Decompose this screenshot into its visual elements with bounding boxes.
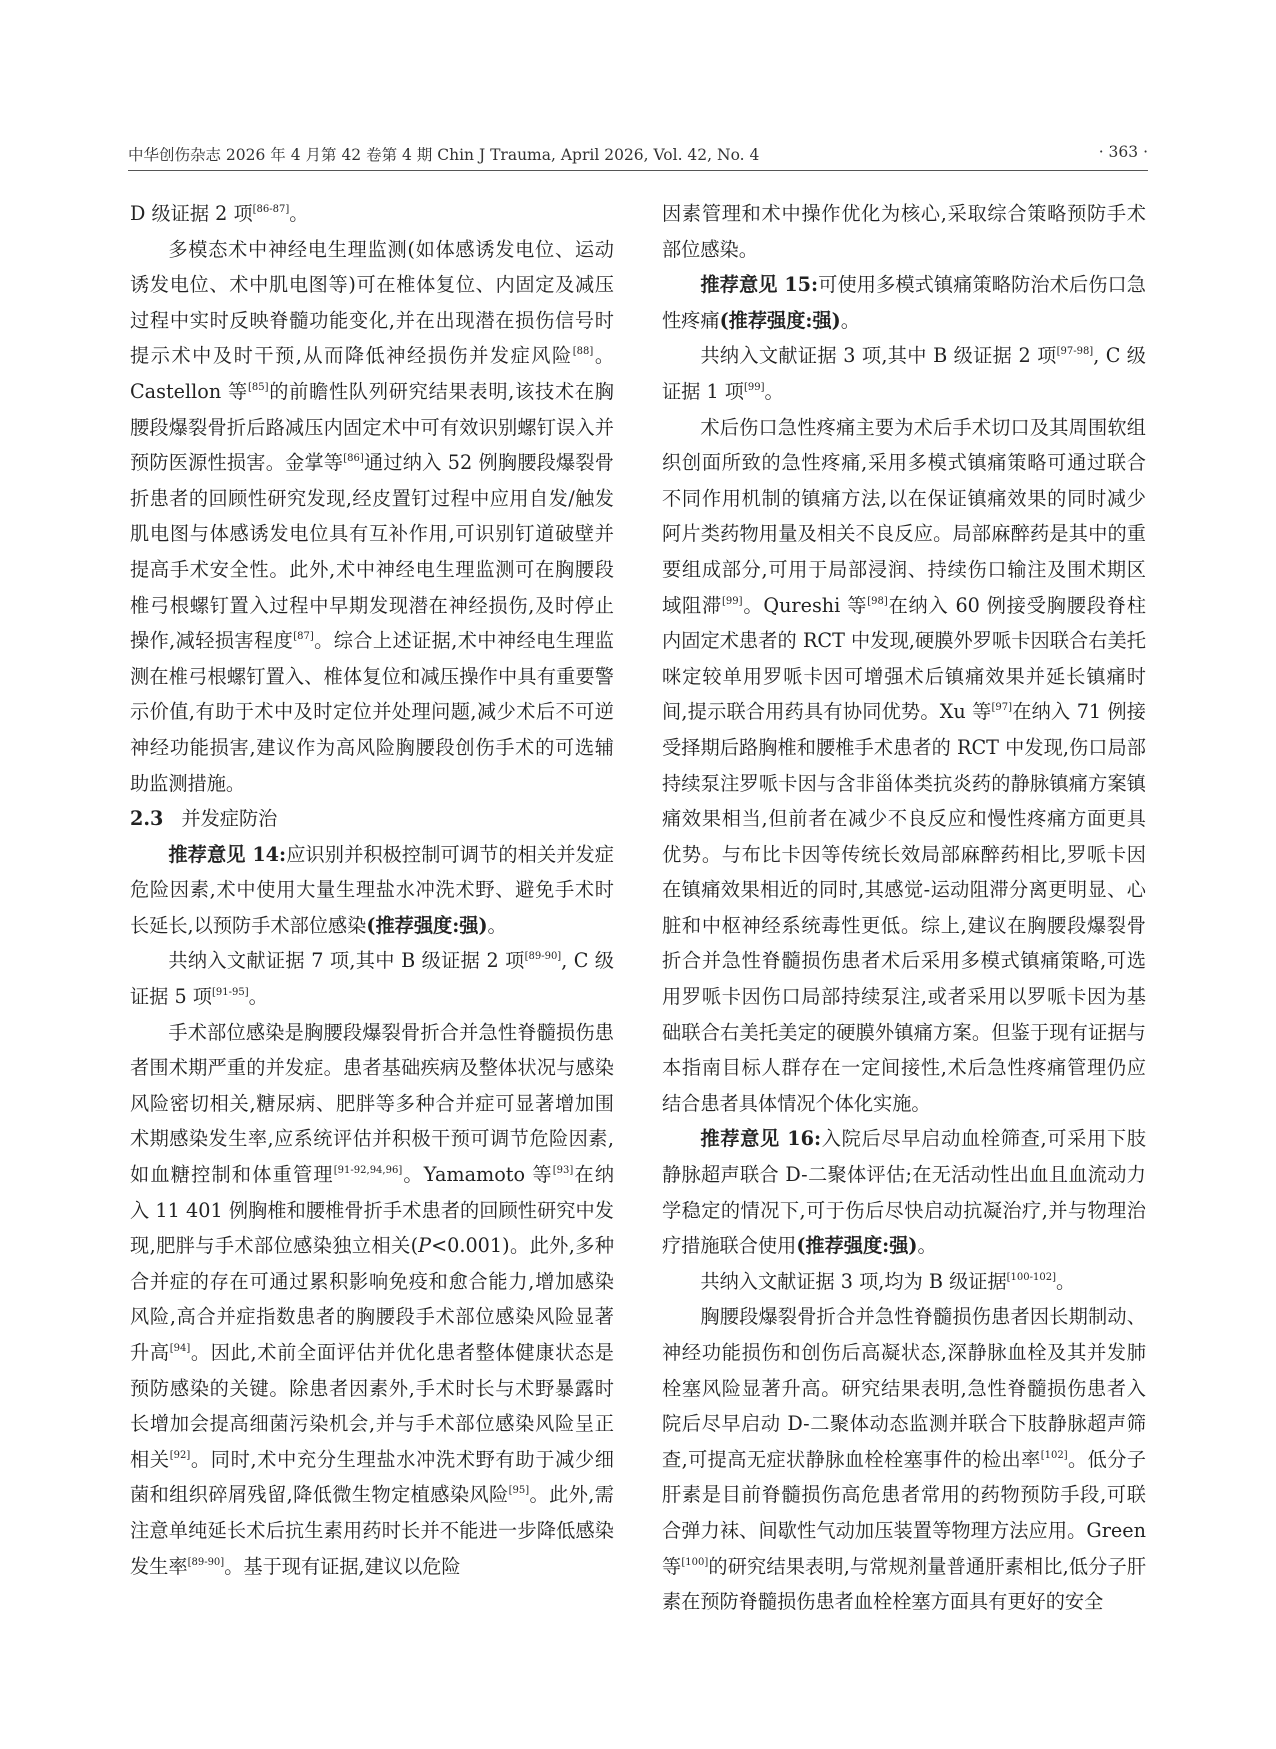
paragraph: 手术部位感染是胸腰段爆裂骨折合并急性脊髓损伤患者围术期严重的并发症。患者基础疾病及整体状况与感染风险密切相关,糖尿病、肥胖等多种合并症可显著增加围术期感染发生率,应系统评估并积极干预可调节危险因素,如血糖控制和体重管理[91-92,94,96]。Yamamoto 等[93]在纳入 11 401 例胸椎和腰椎骨折手术患者的回顾性研究中发现,肥胖与手术部位感染独立相关(P<0.001)。此外,多种合并症的存在可通过累积影响免疫和愈合能力,增加感染风险,高合并症指数患者的胸腰段手术部位感染风险显著升高[94]。因此,术前全面评估并优化患者整体健康状态是预防感染的关键。除患者因素外,手术时长与术野暴露时长增加会提高细菌污染机会,并与手术部位感染风险呈正相关[92]。同时,术中充分生理盐水冲洗术野有助于减少细菌和组织碎屑残留,降低微生物定植感染风险[95]。此外,需注意单纯延长术后抗生素用药时长并不能进一步降低感染发生率[89-90]。基于现有证据,建议以危险: [130, 1020, 615, 1578]
paragraph: 因素管理和术中操作优化为核心,采取综合策略预防手术部位感染。: [662, 202, 1146, 261]
paragraph: D 级证据 2 项[86-87]。: [130, 202, 309, 225]
citation: [97]: [991, 702, 1013, 714]
citation: [89-90]: [524, 951, 562, 963]
citation: [100]: [681, 1556, 709, 1568]
citation: [98]: [867, 595, 888, 607]
citation: [91-95]: [211, 987, 249, 999]
citation: [85]: [247, 381, 269, 393]
left-column: [130, 196, 614, 1584]
citation: [92]: [169, 1449, 191, 1461]
citation: [99]: [743, 381, 765, 393]
running-header: [128, 143, 1148, 169]
journal-citation: 中华创伤杂志 2026 年 4 月第 42 卷第 4 期 Chin J Trauma, April 2026, Vol. 42, No. 4: [128, 146, 760, 164]
paragraph: 共纳入文献证据 3 项,其中 B 级证据 2 项[97-98], C 级证据 1 项[99]。: [662, 344, 1146, 403]
recommendation-16: 推荐意见 16:入院后尽早启动血栓筛查,可采用下肢静脉超声联合 D-二聚体评估;在无活动性出血且血流动力学稳定的情况下,可于伤后尽快启动抗凝治疗,并与物理治疗措施联合使用(推荐强度:强)。: [662, 1127, 1146, 1258]
citation: [86-87]: [252, 204, 290, 215]
citation: [91-92,94,96]: [333, 1165, 403, 1177]
header-rule: [128, 170, 1148, 171]
paragraph: 胸腰段爆裂骨折合并急性脊髓损伤患者因长期制动、神经功能损伤和创伤后高凝状态,深静脉血栓及其并发肺栓塞风险显著升高。研究结果表明,急性脊髓损伤患者入院后尽早启动 D-二聚体动态监测并联合下肢静脉超声筛查,可提高无症状静脉血栓栓塞事件的检出率[102]。低分子肝素是目前脊髓损伤高危患者常用的药物预防手段,可联合弹力袜、间歇性气动加压装置等物理方法应用。Green 等[100]的研究结果表明,与常规剂量普通肝素相比,低分子肝素在预防脊髓损伤患者血栓栓塞方面具有更好的安全: [662, 1305, 1147, 1614]
paragraph: 术后伤口急性疼痛主要为术后手术切口及其周围软组织创面所致的急性疼痛,采用多模式镇痛策略可通过联合不同作用机制的镇痛方法,以在保证镇痛效果的同时减少阿片类药物用量及相关不良反应。局部麻醉药是其中的重要组成部分,可用于局部浸润、持续伤口输注及围术期区域阻滞[99]。Qureshi 等[98]在纳入 60 例接受胸腰段脊柱内固定术患者的 RCT 中发现,硬膜外罗哌卡因联合右美托咪定较单用罗哌卡因可增强术后镇痛效果并延长镇痛时间,提示联合用药具有协同优势。Xu 等[97]在纳入 71 例接受择期后路胸椎和腰椎手术患者的 RCT 中发现,伤口局部持续泵注罗哌卡因与含非甾体类抗炎药的静脉镇痛方案镇痛效果相当,但前者在减少不良反应和慢性疼痛方面更具优势。与布比卡因等传统长效局部麻醉药相比,罗哌卡因在镇痛效果相近的同时,其感觉-运动阻滞分离更明显、心脏和中枢神经系统毒性更低。综上,建议在胸腰段爆裂骨折合并急性脊髓损伤患者术后采用多模式镇痛策略,可选用罗哌卡因伤口局部持续泵注,或者采用以罗哌卡因为基础联合右美托美定的硬膜外镇痛方案。但鉴于现有证据与本指南目标人群存在一定间接性,术后急性疼痛管理仍应结合患者具体情况个体化实施。: [662, 415, 1146, 1115]
citation: [94]: [169, 1343, 191, 1354]
recommendation-15: 推荐意见 15:可使用多模式镇痛策略防治术后伤口急性疼痛(推荐强度:强)。: [662, 273, 1146, 332]
right-column: [662, 196, 1146, 1620]
page-number: · 363 ·: [1098, 143, 1148, 161]
citation: [86]: [343, 453, 364, 465]
paragraph: 多模态术中神经电生理监测(如体感诱发电位、运动诱发电位、术中肌电图等)可在椎体复位、内固定及减压过程中实时反映脊髓功能变化,并在出现潜在损伤信号时提示术中及时干预,从而降低神经损伤并发症风险[88]。Castellon 等[85]的前瞻性队列研究结果表明,该技术在胸腰段爆裂骨折后路减压内固定术中可有效识别螺钉误入并预防医源性损害。金掌等[86]通过纳入 52 例胸腰段爆裂骨折患者的回顾性研究发现,经皮置钉过程中应用自发/触发肌电图与体感诱发电位具有互补作用,可识别钉道破壁并提高手术安全性。此外,术中神经电生理监测可在胸腰段椎弓根螺钉置入过程中早期发现潜在神经损伤,及时停止操作,减轻损害程度[87]。综合上述证据,术中神经电生理监测在椎弓根螺钉置入、椎体复位和减压操作中具有重要警示价值,有助于术中及时定位并处理问题,减少术后不可逆神经功能损害,建议作为高风险胸腰段创伤手术的可选辅助监测措施。: [130, 237, 615, 795]
citation: [87]: [293, 631, 314, 643]
citation: [100-102]: [1006, 1271, 1056, 1283]
citation: [97-98]: [1056, 346, 1094, 358]
citation: [99]: [722, 595, 743, 607]
paragraph: 共纳入文献证据 3 项,均为 B 级证据[100-102]。: [700, 1269, 1076, 1293]
citation: [95]: [508, 1485, 530, 1497]
recommendation-14: 推荐意见 14:应识别并积极控制可调节的相关并发症危险因素,术中使用大量生理盐水冲洗术野、避免手术时长延长,以预防手术部位感染(推荐强度:强)。: [130, 842, 614, 937]
paragraph: 共纳入文献证据 7 项,其中 B 级证据 2 项[89-90], C 级证据 5 项[91-95]。: [130, 949, 614, 1009]
section-heading: 2.3 并发症防治: [130, 807, 278, 831]
citation: [102]: [1040, 1449, 1068, 1461]
citation: [89-90]: [187, 1556, 225, 1568]
citation: [88]: [572, 346, 594, 358]
citation: [93]: [552, 1165, 574, 1177]
